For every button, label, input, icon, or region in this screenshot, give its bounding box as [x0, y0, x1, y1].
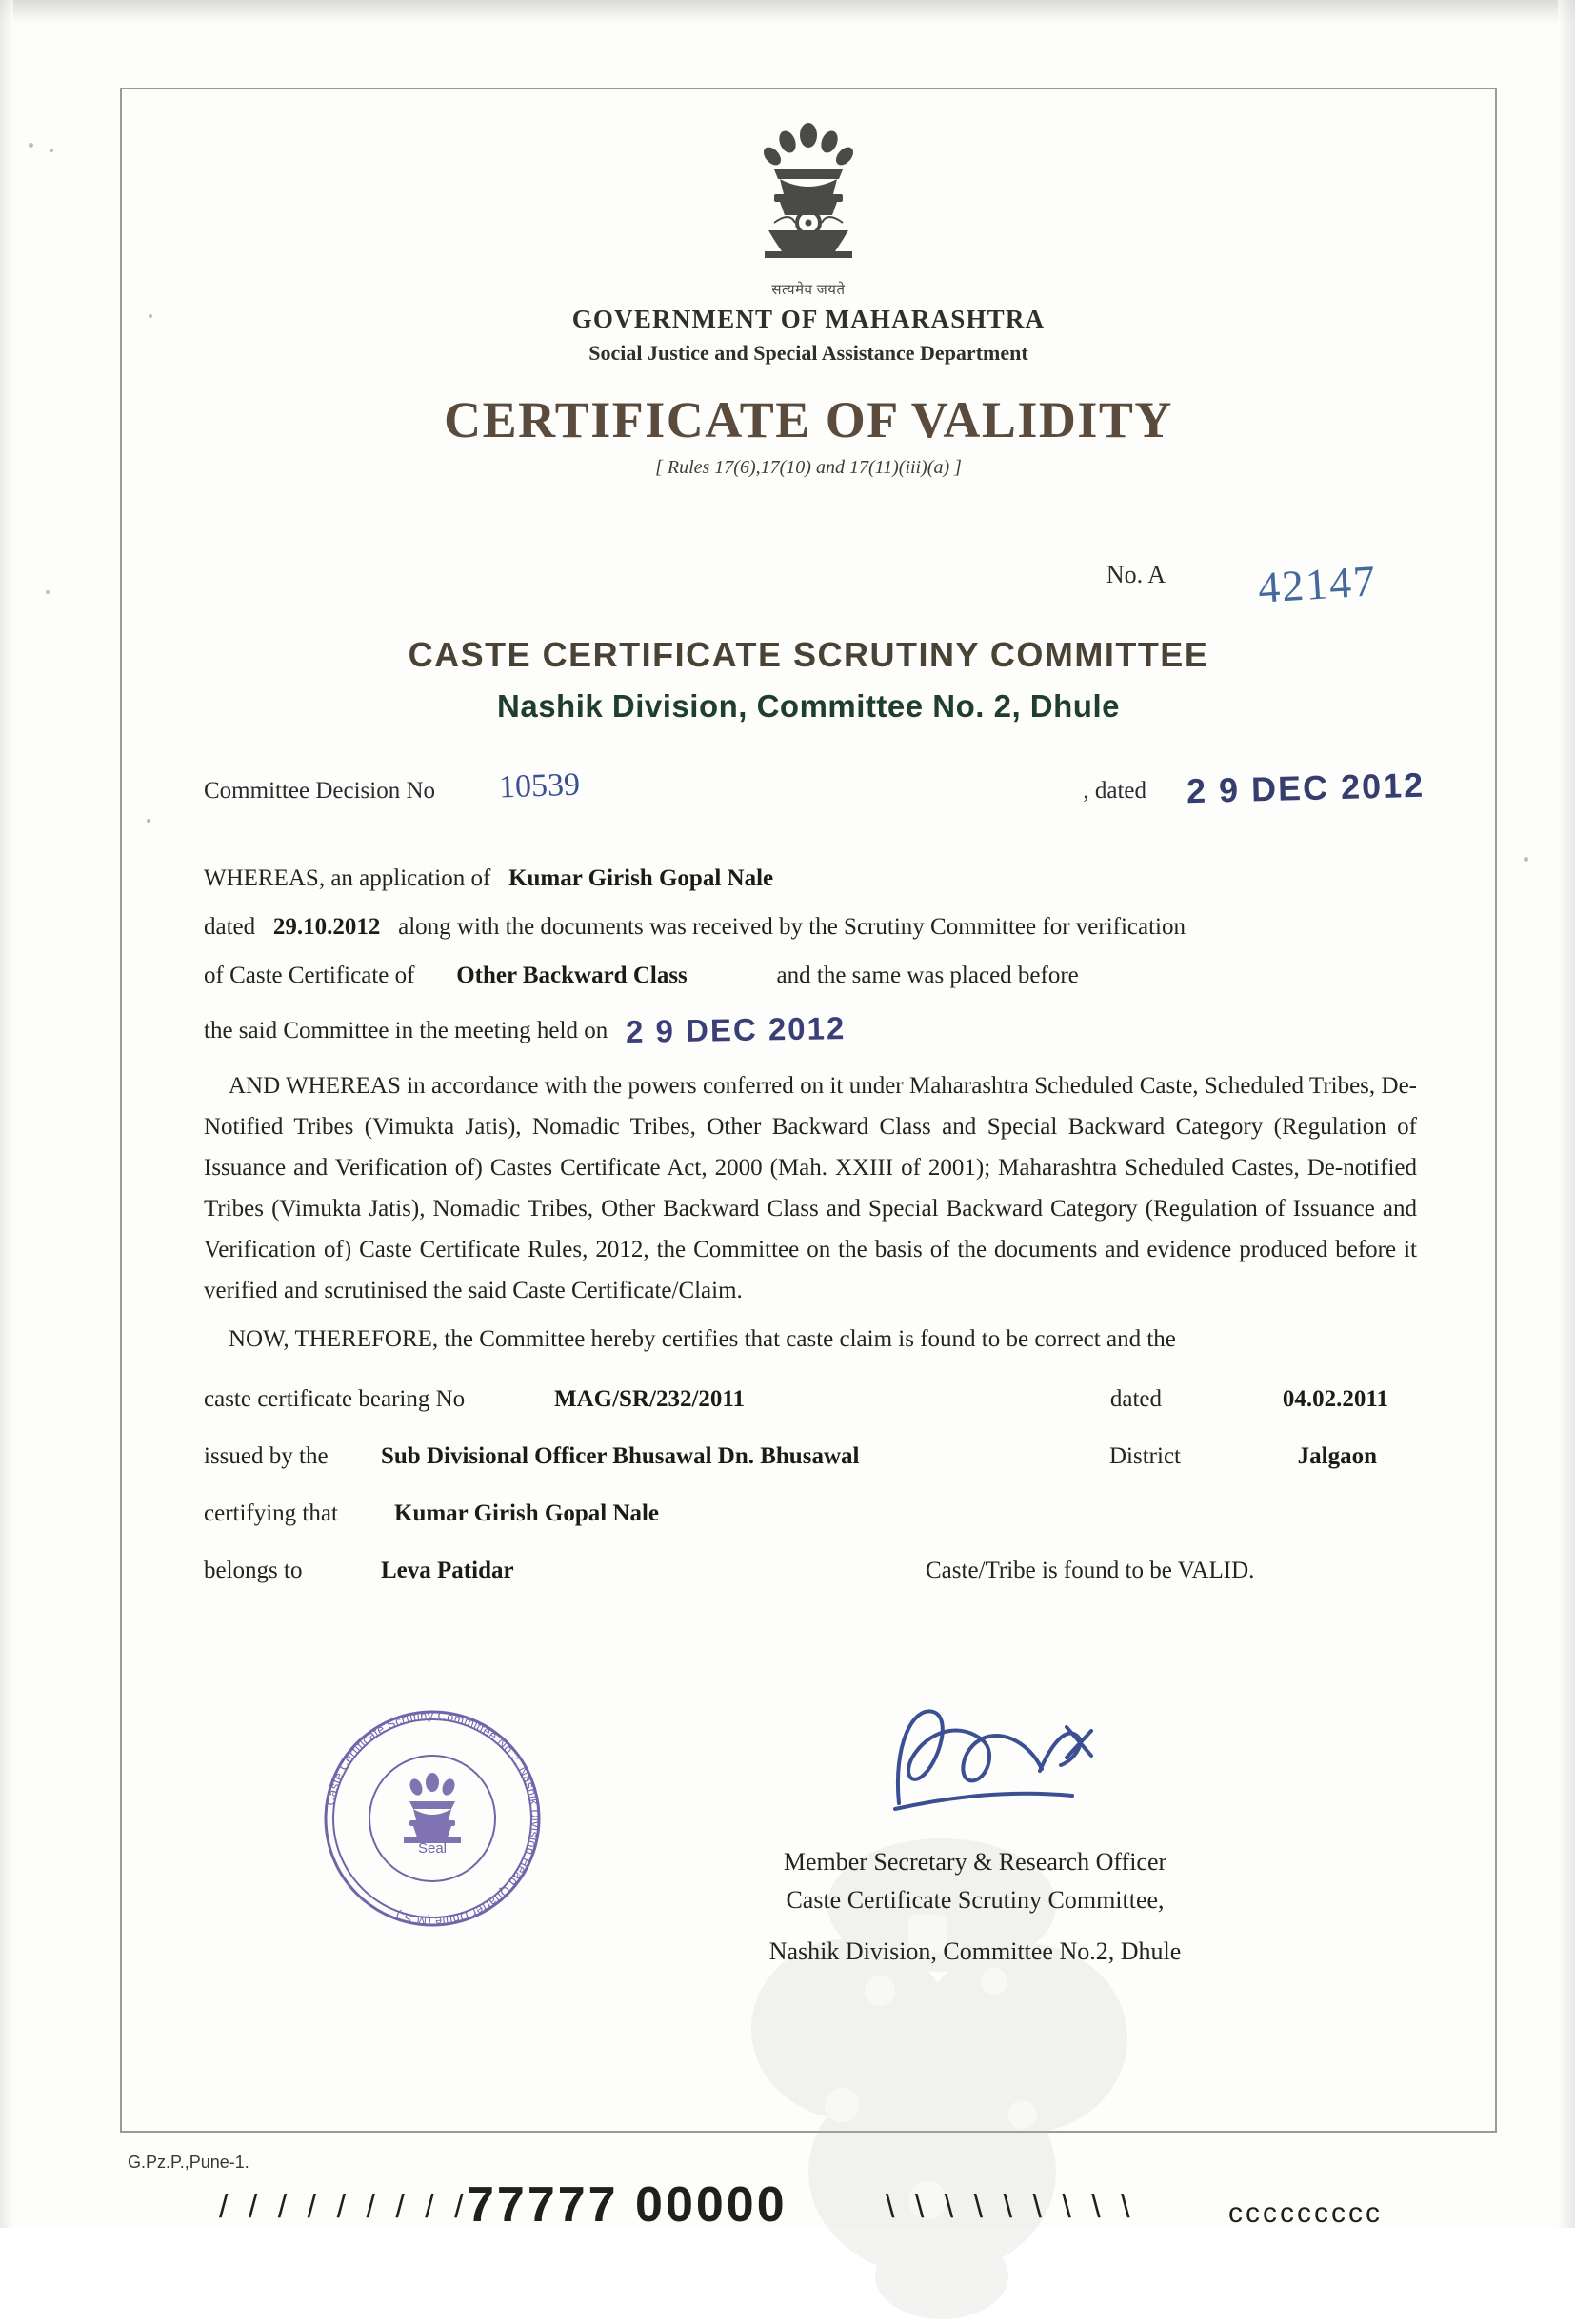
application-date-line — [204, 906, 1417, 947]
scan-edge-top — [0, 0, 1575, 25]
certifying-that-label: certifying that — [204, 1500, 338, 1526]
issued-by-label: issued by the — [204, 1442, 329, 1469]
scan-speck — [46, 590, 50, 594]
meeting-held-label: the said Committee in the meeting held on — [204, 1018, 608, 1043]
seal-center-text: Seal — [417, 1839, 448, 1857]
of-caste-certificate-label: of Caste Certificate of — [204, 963, 415, 988]
scan-speck — [50, 149, 53, 152]
applicant-name: Kumar Girish Gopal Nale — [508, 865, 774, 891]
issued-by-row — [204, 1430, 1417, 1474]
committee-title: CASTE CERTIFICATE SCRUTINY COMMITTEE — [408, 635, 1209, 674]
rules-reference: [ Rules 17(6),17(10) and 17(11)(iii)(a) ] — [655, 457, 962, 478]
scan-edge-left — [0, 0, 13, 2228]
department-line: Social Justice and Special Assistance Department — [588, 341, 1028, 365]
validity-statement: Caste/Tribe is found to be VALID. — [926, 1557, 1255, 1583]
cert-number-value: MAG/SR/232/2011 — [554, 1385, 746, 1412]
certificate-body — [166, 858, 1451, 1588]
committee-subtitle: Nashik Division, Committee No. 2, Dhule — [497, 688, 1120, 724]
belongs-to-label: belongs to — [204, 1557, 303, 1583]
whereas-prefix: WHEREAS, an application of — [204, 865, 491, 891]
page-title: CERTIFICATE OF VALIDITY — [444, 391, 1173, 448]
caste-category-value: Other Backward Class — [456, 963, 688, 988]
signature-area — [166, 1679, 1451, 1994]
cert-number-label: caste certificate bearing No — [204, 1385, 466, 1412]
issued-by-value: Sub Divisional Officer Bhusawal Dn. Bhusawal — [381, 1442, 860, 1469]
and-whereas-paragraph: AND WHEREAS in accordance with the powers conferred on it under Maharashtra Scheduled Caste, Scheduled Tribes, De-Notified Tribes (Vimukta Jatis), Nomadic Tribes, Other Backward Class and Special Backward Category (Regulation of Issuance and Verification of) Castes Certificate Act, 2000 (Mah. XXIII of 2001); Maharashtra Scheduled Castes, De-notified Tribes (Vimukta Jatis), Nomadic Tribes, Other Backward Class and Special Backward Category (Regulation of Issuance and Verification of) Caste Certificate Rules, 2012, the Committee on the basis of the documents and evidence produced before it verified and scrutinised the said Caste Certificate/Claim. — [204, 1072, 1417, 1303]
scan-artifact-digits: 77777 00000 — [467, 2177, 788, 2233]
scan-artifact-letters: ccccccccc — [1228, 2197, 1383, 2229]
placed-before-text: and the same was placed before — [776, 963, 1079, 988]
decision-dated-value: 2 9 DEC 2012 — [1186, 765, 1425, 811]
scan-speck — [1524, 857, 1528, 862]
scan-artifact-slashes: / / / / / / / / / — [219, 2189, 469, 2225]
emblem-motto: सत्यमेव जयते — [771, 283, 846, 298]
signature-caption — [613, 1843, 1337, 1972]
authorized-signature — [870, 1689, 1118, 1832]
scan-artifact-backslashes: \ \ \ \ \ \ \ \ \ — [886, 2189, 1136, 2225]
signature-line-3: Nashik Division, Committee No.2, Dhule — [768, 1937, 1182, 1966]
cert-dated-label: dated — [1109, 1385, 1162, 1412]
serial-number-label: No. A — [1106, 561, 1166, 588]
certifying-that-value: Kumar Girish Gopal Nale — [394, 1500, 660, 1526]
signature-line-2: Caste Certificate Scrutiny Committee, — [786, 1886, 1165, 1915]
scan-speck — [29, 143, 33, 148]
official-round-seal — [309, 1695, 556, 1942]
scan-artifacts — [0, 2161, 1575, 2233]
scan-edge-right — [1558, 0, 1575, 2228]
received-text: along with the documents was received by the Scrutiny Committee for verification — [398, 914, 1186, 940]
signature-line-1: Member Secretary & Research Officer — [783, 1847, 1167, 1876]
certificate-border — [120, 88, 1497, 2133]
belongs-to-value: Leva Patidar — [381, 1557, 514, 1583]
government-line: GOVERNMENT OF MAHARASHTRA — [571, 305, 1046, 333]
certificate-content — [122, 89, 1495, 2131]
seal-outer-text: Caste Certificate Scrutiny Committee No.2, Nashik Division Head Quarter Dhule (M.S.) — [323, 1708, 543, 1928]
serial-number-row — [166, 551, 1451, 639]
belongs-to-row — [204, 1544, 1417, 1588]
certifying-that-row — [204, 1487, 1417, 1531]
printer-footer-code: G.Pz.P.,Pune-1. — [128, 2153, 249, 2172]
whereas-line — [204, 858, 1417, 899]
application-date: 29.10.2012 — [272, 914, 381, 940]
district-label: District — [1109, 1442, 1181, 1469]
serial-number-value: 42147 — [1256, 556, 1379, 612]
national-emblem-icon — [746, 110, 871, 291]
now-therefore-paragraph: NOW, THEREFORE, the Committee hereby certifies that caste claim is found to be correct and the — [229, 1325, 1176, 1352]
decision-number-value: 10539 — [498, 766, 581, 805]
caste-certificate-number-row — [204, 1373, 1417, 1417]
decision-number-label: Committee Decision No — [204, 778, 436, 804]
application-dated-label: dated — [204, 914, 256, 940]
meeting-held-line — [204, 1003, 1417, 1058]
district-value: Jalgaon — [1297, 1442, 1377, 1469]
caste-certificate-of-line — [204, 955, 1417, 996]
meeting-date-stamp: 2 9 DEC 2012 — [625, 1009, 847, 1050]
decision-dated-label: , dated — [1083, 778, 1146, 804]
cert-dated-value: 04.02.2011 — [1282, 1385, 1388, 1412]
committee-decision-row — [166, 766, 1451, 833]
